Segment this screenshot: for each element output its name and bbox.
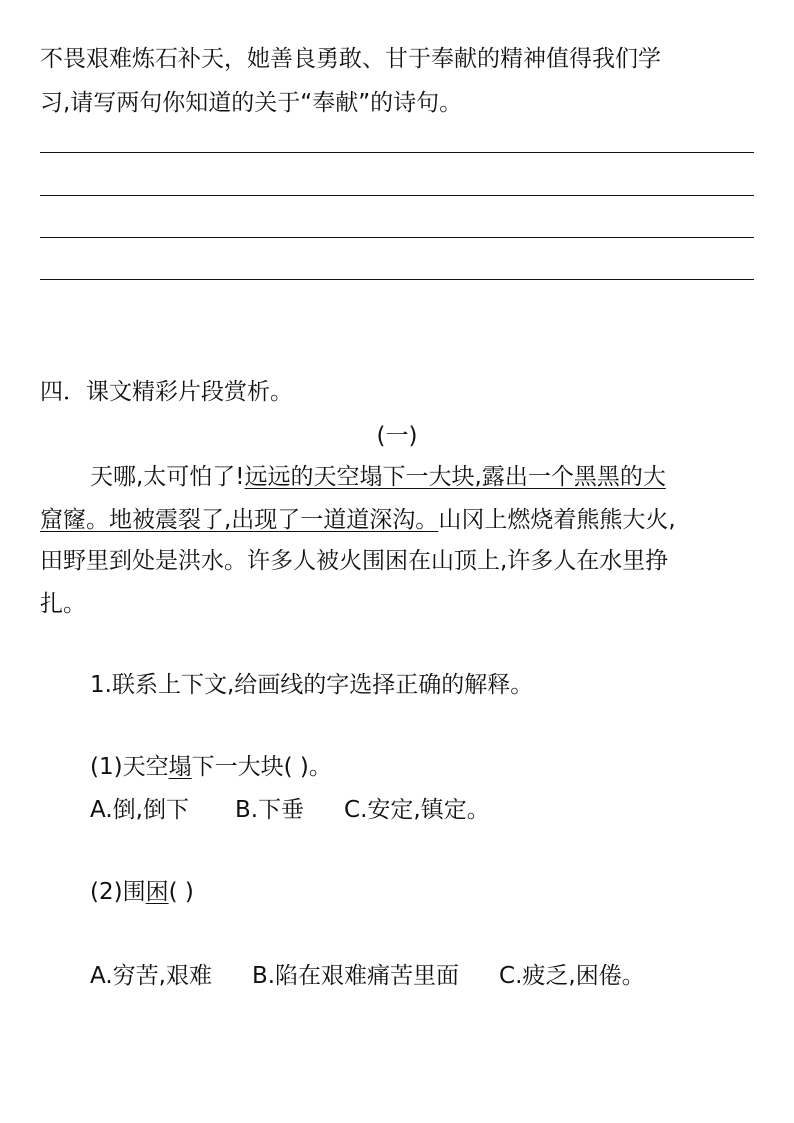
question-1-prompt: 1.联系上下文,给画线的字选择正确的解释。 — [90, 672, 534, 698]
answer-blank[interactable]: ( ) — [168, 879, 194, 905]
option-c[interactable]: C.疲乏,困倦。 — [499, 963, 645, 989]
question-1-item-2 — [90, 877, 194, 907]
answer-blank-line[interactable] — [40, 279, 754, 280]
passage-text: 天哪,太可怕了! — [90, 464, 245, 490]
item-text: (2)围 — [90, 879, 146, 905]
passage-text: 山冈上燃烧着熊熊大火, — [438, 507, 676, 533]
target-character: 塌 — [168, 754, 192, 780]
option-a[interactable]: A.穷苦,艰难 — [90, 963, 212, 989]
option-b[interactable]: B.下垂 — [234, 797, 305, 823]
passage-line-1 — [90, 462, 666, 492]
item-text: (1)天空 — [90, 754, 169, 780]
section-subheading: (一) — [376, 423, 418, 449]
option-b[interactable]: B.陷在艰难痛苦里面 — [251, 963, 460, 989]
intro-line-1: 不畏艰难炼石补天，她善良勇敢、甘于奉献的精神值得我们学 — [40, 46, 661, 72]
answer-blank[interactable]: 下一大块( )。 — [191, 754, 332, 780]
passage-underlined-text: 远远的天空塌下一大块,露出一个黑黑的大 — [244, 464, 666, 490]
target-character: 困 — [145, 879, 169, 905]
question-1-item-2-options — [90, 961, 645, 991]
passage-underlined-text: 窟窿。地被震裂了,出现了一道道深沟。 — [40, 507, 439, 533]
passage-line-2 — [40, 505, 676, 535]
passage-line-4: 扎。 — [40, 591, 86, 617]
section-heading: 四．课文精彩片段赏析。 — [40, 379, 293, 405]
intro-line-2: 习,请写两句你知道的关于“奉献”的诗句。 — [40, 90, 463, 116]
answer-blank-line[interactable] — [40, 195, 754, 196]
option-a[interactable]: A.倒,倒下 — [90, 797, 189, 823]
passage-line-3: 田野里到处是洪水。许多人被火围困在山顶上,许多人在水里挣 — [40, 548, 669, 574]
question-1-item-1 — [90, 752, 332, 782]
answer-blank-line[interactable] — [40, 237, 754, 238]
answer-blank-line[interactable] — [40, 152, 754, 153]
question-1-item-1-options — [90, 795, 490, 825]
option-c[interactable]: C.安定,镇定。 — [344, 797, 490, 823]
